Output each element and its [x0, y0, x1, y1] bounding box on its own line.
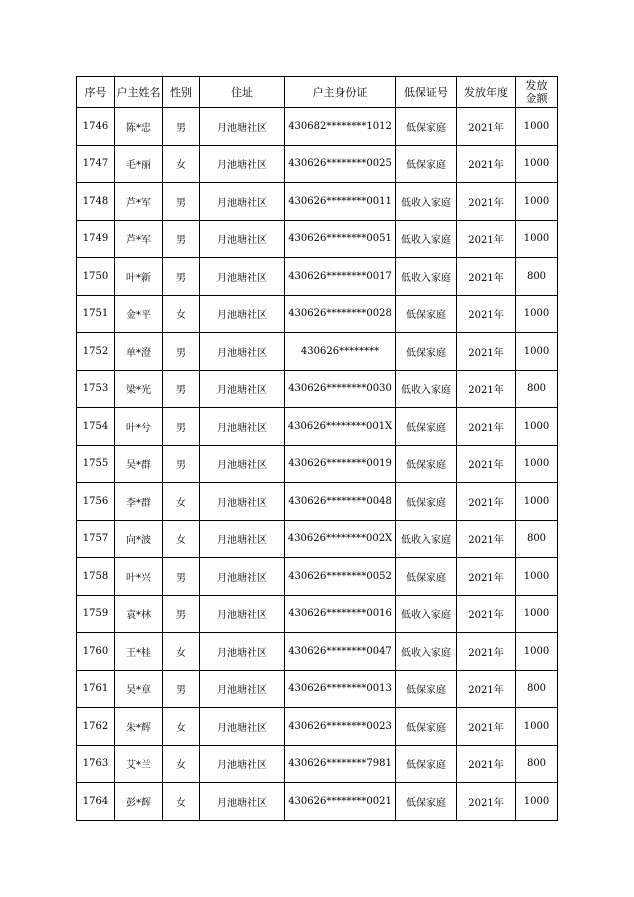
table-row	[77, 520, 558, 558]
serial-cell: 1746	[77, 108, 115, 146]
amount-cell: 1000	[516, 483, 558, 521]
table-row	[77, 220, 558, 258]
certificate-type-cell: 低保家庭	[396, 445, 457, 483]
serial-cell: 1756	[77, 483, 115, 521]
name-cell: 陈*忠	[115, 108, 163, 146]
table-row	[77, 783, 558, 821]
amount-cell: 1000	[516, 633, 558, 671]
id-number-cell: 430626********0017	[285, 258, 396, 296]
issue-year-cell: 2021年	[457, 445, 516, 483]
serial-cell: 1762	[77, 708, 115, 746]
address-cell: 月池塘社区	[200, 295, 285, 333]
address-cell: 月池塘社区	[200, 258, 285, 296]
certificate-type-cell: 低收入家庭	[396, 370, 457, 408]
amount-cell: 1000	[516, 145, 558, 183]
address-cell: 月池塘社区	[200, 370, 285, 408]
issue-year-cell: 2021年	[457, 183, 516, 221]
amount-cell: 1000	[516, 220, 558, 258]
header-row	[77, 77, 558, 108]
name-cell: 叶*兴	[115, 558, 163, 596]
name-cell: 朱*辉	[115, 708, 163, 746]
address-cell: 月池塘社区	[200, 220, 285, 258]
certificate-type-cell: 低保家庭	[396, 558, 457, 596]
serial-cell: 1747	[77, 145, 115, 183]
certificate-type-cell: 低保家庭	[396, 745, 457, 783]
serial-cell: 1753	[77, 370, 115, 408]
amount-cell: 1000	[516, 333, 558, 371]
serial-cell: 1761	[77, 670, 115, 708]
name-cell: 单*澄	[115, 333, 163, 371]
issue-year-cell: 2021年	[457, 108, 516, 146]
name-cell: 吴*章	[115, 670, 163, 708]
id-number-cell: 430626********7981	[285, 745, 396, 783]
table-row	[77, 633, 558, 671]
header-address: 住址	[200, 77, 285, 108]
id-number-cell: 430626********0052	[285, 558, 396, 596]
table-row	[77, 183, 558, 221]
address-cell: 月池塘社区	[200, 333, 285, 371]
issue-year-cell: 2021年	[457, 520, 516, 558]
certificate-type-cell: 低保家庭	[396, 670, 457, 708]
id-number-cell: 430682********1012	[285, 108, 396, 146]
issue-year-cell: 2021年	[457, 745, 516, 783]
gender-cell: 女	[163, 520, 200, 558]
certificate-type-cell: 低保家庭	[396, 295, 457, 333]
name-cell: 叶*新	[115, 258, 163, 296]
serial-cell: 1749	[77, 220, 115, 258]
name-cell: 毛*丽	[115, 145, 163, 183]
address-cell: 月池塘社区	[200, 483, 285, 521]
amount-cell: 1000	[516, 445, 558, 483]
issue-year-cell: 2021年	[457, 258, 516, 296]
id-number-cell: 430626********0051	[285, 220, 396, 258]
amount-cell: 800	[516, 370, 558, 408]
serial-cell: 1752	[77, 333, 115, 371]
issue-year-cell: 2021年	[457, 783, 516, 821]
id-number-cell: 430626********0023	[285, 708, 396, 746]
address-cell: 月池塘社区	[200, 445, 285, 483]
certificate-type-cell: 低收入家庭	[396, 633, 457, 671]
name-cell: 彭*辉	[115, 783, 163, 821]
table-row	[77, 445, 558, 483]
name-cell: 向*波	[115, 520, 163, 558]
id-number-cell: 430626********001X	[285, 408, 396, 446]
id-number-cell: 430626********0011	[285, 183, 396, 221]
issue-year-cell: 2021年	[457, 220, 516, 258]
serial-cell: 1748	[77, 183, 115, 221]
amount-cell: 1000	[516, 295, 558, 333]
gender-cell: 男	[163, 445, 200, 483]
address-cell: 月池塘社区	[200, 745, 285, 783]
table-row	[77, 258, 558, 296]
serial-cell: 1755	[77, 445, 115, 483]
amount-cell: 1000	[516, 408, 558, 446]
id-number-cell: 430626********0016	[285, 595, 396, 633]
gender-cell: 女	[163, 783, 200, 821]
issue-year-cell: 2021年	[457, 145, 516, 183]
amount-cell: 1000	[516, 108, 558, 146]
header-gender: 性别	[163, 77, 200, 108]
certificate-type-cell: 低保家庭	[396, 333, 457, 371]
id-number-cell: 430626********002X	[285, 520, 396, 558]
address-cell: 月池塘社区	[200, 558, 285, 596]
name-cell: 吴*群	[115, 445, 163, 483]
amount-cell: 800	[516, 670, 558, 708]
gender-cell: 男	[163, 595, 200, 633]
serial-cell: 1757	[77, 520, 115, 558]
issue-year-cell: 2021年	[457, 333, 516, 371]
issue-year-cell: 2021年	[457, 595, 516, 633]
serial-cell: 1758	[77, 558, 115, 596]
certificate-type-cell: 低保家庭	[396, 708, 457, 746]
address-cell: 月池塘社区	[200, 520, 285, 558]
gender-cell: 男	[163, 370, 200, 408]
id-number-cell: 430626********0048	[285, 483, 396, 521]
amount-cell: 800	[516, 520, 558, 558]
certificate-type-cell: 低收入家庭	[396, 258, 457, 296]
table-row	[77, 558, 558, 596]
certificate-type-cell: 低保家庭	[396, 408, 457, 446]
certificate-type-cell: 低保家庭	[396, 483, 457, 521]
gender-cell: 男	[163, 108, 200, 146]
amount-cell: 1000	[516, 595, 558, 633]
serial-cell: 1760	[77, 633, 115, 671]
certificate-type-cell: 低收入家庭	[396, 183, 457, 221]
gender-cell: 女	[163, 295, 200, 333]
certificate-type-cell: 低收入家庭	[396, 520, 457, 558]
gender-cell: 女	[163, 745, 200, 783]
issue-year-cell: 2021年	[457, 483, 516, 521]
id-number-cell: 430626********	[285, 333, 396, 371]
serial-cell: 1764	[77, 783, 115, 821]
header-serial: 序号	[77, 77, 115, 108]
serial-cell: 1751	[77, 295, 115, 333]
gender-cell: 男	[163, 408, 200, 446]
address-cell: 月池塘社区	[200, 108, 285, 146]
amount-cell: 1000	[516, 183, 558, 221]
address-cell: 月池塘社区	[200, 633, 285, 671]
table-row	[77, 408, 558, 446]
gender-cell: 男	[163, 258, 200, 296]
address-cell: 月池塘社区	[200, 670, 285, 708]
id-number-cell: 430626********0025	[285, 145, 396, 183]
issue-year-cell: 2021年	[457, 708, 516, 746]
address-cell: 月池塘社区	[200, 708, 285, 746]
id-number-cell: 430626********0013	[285, 670, 396, 708]
gender-cell: 男	[163, 183, 200, 221]
id-number-cell: 430626********0030	[285, 370, 396, 408]
header-household-head-name: 户主姓名	[115, 77, 163, 108]
name-cell: 李*群	[115, 483, 163, 521]
gender-cell: 女	[163, 483, 200, 521]
certificate-type-cell: 低保家庭	[396, 108, 457, 146]
amount-cell: 800	[516, 258, 558, 296]
amount-cell: 800	[516, 745, 558, 783]
serial-cell: 1759	[77, 595, 115, 633]
table-row	[77, 333, 558, 371]
gender-cell: 女	[163, 145, 200, 183]
gender-cell: 男	[163, 558, 200, 596]
name-cell: 王*桂	[115, 633, 163, 671]
amount-cell: 1000	[516, 783, 558, 821]
gender-cell: 女	[163, 708, 200, 746]
header-issue-year: 发放年度	[457, 77, 516, 108]
id-number-cell: 430626********0019	[285, 445, 396, 483]
table-row	[77, 295, 558, 333]
name-cell: 芦*军	[115, 183, 163, 221]
table-row	[77, 145, 558, 183]
table-row	[77, 108, 558, 146]
name-cell: 金*平	[115, 295, 163, 333]
name-cell: 袁*林	[115, 595, 163, 633]
header-amount-text: 发放金额	[525, 79, 548, 105]
amount-cell: 1000	[516, 708, 558, 746]
amount-cell: 1000	[516, 558, 558, 596]
issue-year-cell: 2021年	[457, 670, 516, 708]
issue-year-cell: 2021年	[457, 370, 516, 408]
name-cell: 艾*兰	[115, 745, 163, 783]
table-row	[77, 745, 558, 783]
id-number-cell: 430626********0028	[285, 295, 396, 333]
gender-cell: 男	[163, 220, 200, 258]
certificate-type-cell: 低收入家庭	[396, 220, 457, 258]
address-cell: 月池塘社区	[200, 595, 285, 633]
gender-cell: 男	[163, 333, 200, 371]
serial-cell: 1754	[77, 408, 115, 446]
name-cell: 叶*兮	[115, 408, 163, 446]
table-row	[77, 708, 558, 746]
issue-year-cell: 2021年	[457, 408, 516, 446]
address-cell: 月池塘社区	[200, 145, 285, 183]
name-cell: 芦*军	[115, 220, 163, 258]
table-row	[77, 370, 558, 408]
address-cell: 月池塘社区	[200, 783, 285, 821]
issue-year-cell: 2021年	[457, 633, 516, 671]
serial-cell: 1763	[77, 745, 115, 783]
relief-roster-table	[76, 76, 558, 821]
serial-cell: 1750	[77, 258, 115, 296]
address-cell: 月池塘社区	[200, 408, 285, 446]
table-row	[77, 483, 558, 521]
gender-cell: 女	[163, 633, 200, 671]
table-row	[77, 670, 558, 708]
id-number-cell: 430626********0021	[285, 783, 396, 821]
address-cell: 月池塘社区	[200, 183, 285, 221]
header-id-number: 户主身份证	[285, 77, 396, 108]
table-row	[77, 595, 558, 633]
gender-cell: 男	[163, 670, 200, 708]
name-cell: 梁*光	[115, 370, 163, 408]
certificate-type-cell: 低保家庭	[396, 145, 457, 183]
issue-year-cell: 2021年	[457, 558, 516, 596]
issue-year-cell: 2021年	[457, 295, 516, 333]
header-amount	[516, 77, 558, 108]
certificate-type-cell: 低收入家庭	[396, 595, 457, 633]
certificate-type-cell: 低保家庭	[396, 783, 457, 821]
header-certificate-type: 低保证号	[396, 77, 457, 108]
roster-body	[77, 108, 558, 821]
id-number-cell: 430626********0047	[285, 633, 396, 671]
